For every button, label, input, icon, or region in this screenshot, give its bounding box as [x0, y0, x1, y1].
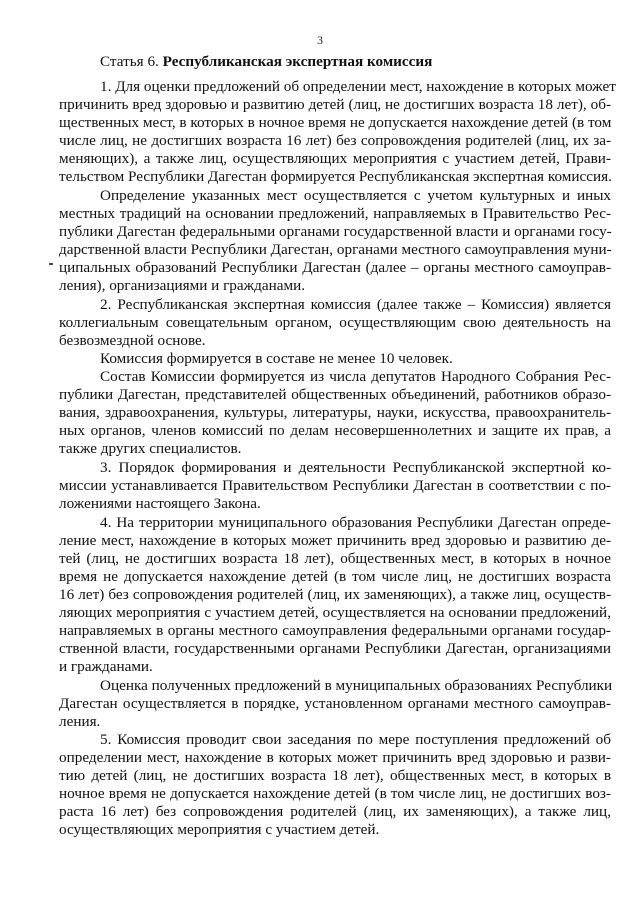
- text-line: числе лиц, не достигших возраста 16 лет) без сопровождения родителей (лиц, их за-: [59, 132, 611, 149]
- text-line: Состав Комиссии формируется из числа депутатов Народного Собрания Рес-: [100, 368, 611, 385]
- text-line: направляемых в органы местного самоуправления федеральными органами государ-: [59, 622, 611, 639]
- text-line: Комиссия формируется в составе не менее 10 человек.: [100, 350, 453, 367]
- article-heading-prefix: Статья 6.: [100, 53, 159, 70]
- text-line: ления), организациями и гражданами.: [59, 277, 305, 294]
- text-line: раста 16 лет) без сопровождения родителей (лиц, их заменяющих), а также лиц,: [59, 803, 611, 820]
- article-heading: [100, 53, 432, 71]
- text-line: причинить вред здоровью и развитию детей (лиц, не достигших возраста 18 лет), об-: [59, 96, 611, 113]
- text-line: ление мест, нахождение в которых может причинить вред здоровью и развитию де-: [59, 532, 611, 549]
- text-line: определении мест, нахождение в которых может причинить вред здоровью и разви-: [59, 749, 611, 766]
- text-line: местных традиций на основании предложений, направляемых в Правительство Рес-: [59, 205, 611, 222]
- text-line: Определение указанных мест осуществляется с учетом культурных и иных: [100, 187, 611, 204]
- text-line: время не допускается нахождение детей (в том числе лиц, не достигших возраста: [59, 568, 611, 585]
- text-line: щественных мест, в которых в ночное время не допускается нахождение детей (в том: [59, 114, 612, 131]
- text-line: Оценка полученных предложений в муниципальных образованиях Республики: [100, 677, 613, 694]
- scan-mark: [49, 263, 53, 265]
- text-line: безвозмездной основе.: [59, 332, 206, 349]
- text-line: 1. Для оценки предложений об определении мест, нахождение в которых может: [100, 78, 616, 95]
- text-line: ляющих мероприятия с участием детей, осуществляется на основании предложений,: [59, 604, 611, 621]
- text-line: ложениями настоящего Закона.: [59, 495, 261, 512]
- text-line: ления.: [59, 713, 101, 730]
- page-number: 3: [317, 33, 323, 47]
- text-line: тельством Республики Дагестан формируется Республиканская экспертная комиссия.: [59, 168, 612, 185]
- text-line: 2. Республиканская экспертная комиссия (далее также – Комиссия) является: [100, 296, 611, 313]
- text-line: ных органов, членов комиссий по делам несовершеннолетних и защите их прав, а: [59, 422, 611, 439]
- text-line: Дагестан осуществляется в порядке, установленном органами местного самоуправ-: [59, 695, 611, 712]
- text-line: 3. Порядок формирования и деятельности Республиканской экспертной ко-: [100, 459, 611, 476]
- text-line: тию детей (лиц, не достигших возраста 18 лет), общественных мест, в которых в: [59, 767, 611, 784]
- text-line: тей (лиц, не достигших возраста 18 лет), общественных мест, в которых в ночное: [59, 550, 611, 567]
- text-line: миссии устанавливается Правительством Республики Дагестан в соответствии с по-: [59, 477, 611, 494]
- text-line: и гражданами.: [59, 658, 153, 675]
- text-line: также других специалистов.: [59, 440, 242, 457]
- text-line: 16 лет) без сопровождения родителей (лиц, их заменяющих), а также лиц, осуществ-: [59, 586, 611, 603]
- text-line: ципальных образований Республики Дагестан (далее – органы местного самоуправ-: [59, 259, 611, 276]
- text-line: вания, здравоохранения, культуры, литературы, науки, искусства, правоохранитель-: [59, 404, 611, 421]
- text-line: осуществляющих мероприятия с участием детей.: [59, 821, 380, 838]
- text-line: коллегиальным совещательным органом, осуществляющим свою деятельность на: [59, 314, 611, 331]
- text-line: публики Дагестан федеральными органами государственной власти и органами госу-: [59, 223, 612, 240]
- text-line: ночное время не допускается нахождение детей (в том числе лиц, не достигших воз-: [59, 785, 611, 802]
- text-line: дарственной власти Республики Дагестан, органами местного самоуправления муни-: [59, 241, 612, 258]
- text-line: ственной власти, государственными органами Республики Дагестан, организациями: [59, 640, 611, 657]
- text-line: публики Дагестан, представителей общественных объединений, работников образо-: [59, 386, 611, 403]
- text-line: меняющих), а также лиц, осуществляющих мероприятия с участием детей, Прави-: [59, 150, 611, 167]
- text-line: 4. На территории муниципального образования Республики Дагестан опреде-: [100, 514, 611, 531]
- article-heading-title: Республиканская экспертная комиссия: [162, 53, 433, 70]
- text-line: 5. Комиссия проводит свои заседания по мере поступления предложений об: [100, 731, 611, 748]
